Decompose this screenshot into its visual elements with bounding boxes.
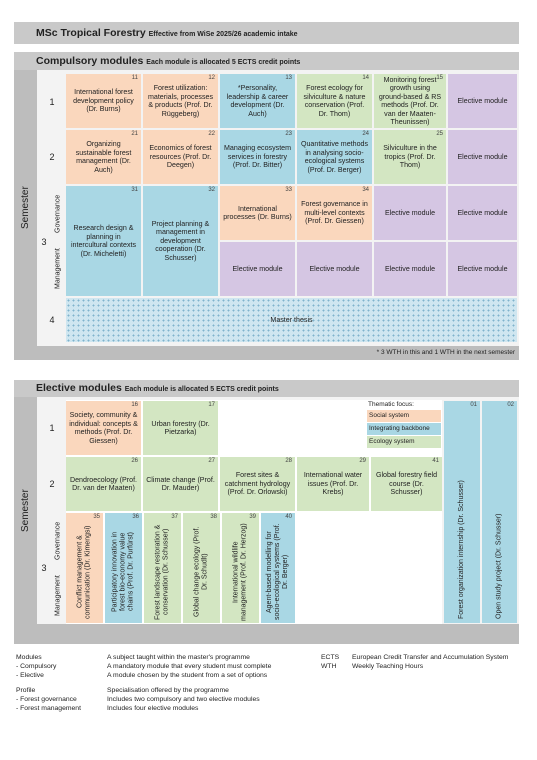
focus-social: Social system	[367, 410, 441, 422]
module-14[interactable]: 14 Forest ecology for silviculture & nature conservation (Prof. Dr. Thom)	[297, 74, 372, 128]
elective-module[interactable]: Elective module	[448, 242, 517, 296]
focus-ecology: Ecology system	[367, 436, 441, 448]
semester-label: Semester	[19, 186, 31, 230]
elective-title: Elective modules Each module is allocated 5 ECTS credit points	[36, 382, 279, 394]
module-27[interactable]: 27 Climate change (Prof. Dr. Mauder)	[143, 457, 218, 511]
legend-definitions: A subject taught within the master's programme A mandatory module that every student must complete A module chosen by the student from a set of options Specialisation offered by the programme Includes two compulsory and two elective modules Includes four elective modules	[107, 654, 272, 712]
module-17[interactable]: 17 Urban forestry (Dr. Pietzarka)	[143, 401, 218, 455]
elective-module[interactable]: Elective module	[220, 242, 295, 296]
elective-module[interactable]: Elective module	[374, 186, 446, 240]
module-31[interactable]: 31 Research design & planning in intercultural contexts (Dr. Micheletti)	[66, 186, 141, 296]
compulsory-title: Compulsory modules Each module is allocated 5 ECTS credit points	[36, 55, 301, 67]
module-41[interactable]: 41 Global forestry field course (Dr. Schusser)	[371, 457, 442, 511]
module-29[interactable]: 29 International water issues (Prof. Dr. Krebs)	[297, 457, 369, 511]
module-16[interactable]: 16 Society, community & individual: concepts & methods (Prof. Dr. Giessen)	[66, 401, 141, 455]
module-35[interactable]: 35 Conflict management & communication (Dr. Kimengsi)	[66, 513, 103, 623]
module-24[interactable]: 24 Quantitative methods in analysing socio-ecological systems (Prof. Dr. Berger)	[297, 130, 372, 184]
module-40[interactable]: 40 Agent-based modelling for socio-ecological systems (Prof. Dr. Berger)	[261, 513, 295, 623]
semester-label: Semester	[19, 489, 31, 532]
module-28[interactable]: 28 Forest sites & catchment hydrology (Prof. Dr. Orlowski)	[220, 457, 295, 511]
legend-abbreviations: ECTS WTH	[321, 654, 340, 670]
legend-modules: Modules - Compulsory - Elective Profile - Forest governance - Forest management	[16, 654, 81, 712]
focus-integrating: Integrating backbone	[367, 423, 441, 435]
module-23[interactable]: 23 Managing ecosystem services in forestry (Prof. Dr. Bitter)	[220, 130, 295, 184]
module-38[interactable]: 38 Global change ecology (Prof. Dr. Schudlt)	[183, 513, 220, 623]
elective-module[interactable]: Elective module	[448, 186, 517, 240]
elective-module[interactable]: Elective module	[448, 130, 517, 184]
module-22[interactable]: 22 Economics of forest resources (Prof. Dr. Deegen)	[143, 130, 218, 184]
module-25[interactable]: 25 Silviculture in the tropics (Prof. Dr. Thom)	[374, 130, 446, 184]
management-label: Management	[54, 248, 62, 290]
elective-module[interactable]: Elective module	[374, 242, 446, 296]
module-33[interactable]: 33 International processes (Dr. Burns)	[220, 186, 295, 240]
row-1: 1	[49, 423, 55, 433]
module-39[interactable]: 39 International wildlife management (Prof. Dr. Herzog)	[222, 513, 259, 623]
module-32[interactable]: 32 Project planning & management in development cooperation (Dr. Schusser)	[143, 186, 218, 296]
management-label: Management	[54, 575, 62, 617]
wth-footnote: * 3 WTH in this and 1 WTH in the next semester	[376, 349, 515, 356]
module-01[interactable]: 01 Forest organization internship (Dr. Schusser)	[444, 401, 480, 623]
module-37[interactable]: 37 Forest landscape restoration & conservation (Dr. Schusser)	[144, 513, 181, 623]
footer-bar	[14, 624, 519, 644]
module-21[interactable]: 21 Organizing sustainable forest management (Dr. Auch)	[66, 130, 141, 184]
module-13[interactable]: 13 *Personality, leadership & career development (Dr. Auch)	[220, 74, 295, 128]
module-11[interactable]: 11 International forest development policy (Dr. Burns)	[66, 74, 141, 128]
module-34[interactable]: 34 Forest governance in multi-level contexts (Prof. Dr. Giessen)	[297, 186, 372, 240]
master-thesis[interactable]: Master thesis	[66, 298, 517, 342]
focus-title: Thematic focus:	[368, 401, 414, 408]
governance-label: Governance	[54, 521, 62, 561]
page-title: MSc Tropical Forestry Effective from WiSe 2025/26 academic intake	[36, 27, 298, 39]
module-02[interactable]: 02 Open study project (Dr. Schusser)	[482, 401, 517, 623]
module-26[interactable]: 26 Dendroecology (Prof. Dr. van der Maaten)	[66, 457, 141, 511]
elective-module[interactable]: Elective module	[448, 74, 517, 128]
row-4: 4	[49, 315, 55, 325]
row-1: 1	[49, 97, 55, 107]
module-15[interactable]: 15 Monitoring forest growth using ground-based & RS methods (Prof. Dr. van der Maaten-Theunissen)	[374, 74, 446, 128]
governance-label: Governance	[54, 194, 62, 234]
row-3: 3	[41, 563, 47, 573]
module-12[interactable]: 12 Forest utilization: materials, processes & products (Prof. Dr. Rüggeberg)	[143, 74, 218, 128]
row-2: 2	[49, 479, 55, 489]
row-2: 2	[49, 152, 55, 162]
module-36[interactable]: 36 Participatory innovation in forest bio-economy value chains (Prof. Dr. Purfürst)	[105, 513, 142, 623]
elective-module[interactable]: Elective module	[297, 242, 372, 296]
row-3: 3	[41, 237, 47, 247]
legend-abbrev-definitions: European Credit Transfer and Accumulation System Weekly Teaching Hours	[352, 654, 509, 670]
